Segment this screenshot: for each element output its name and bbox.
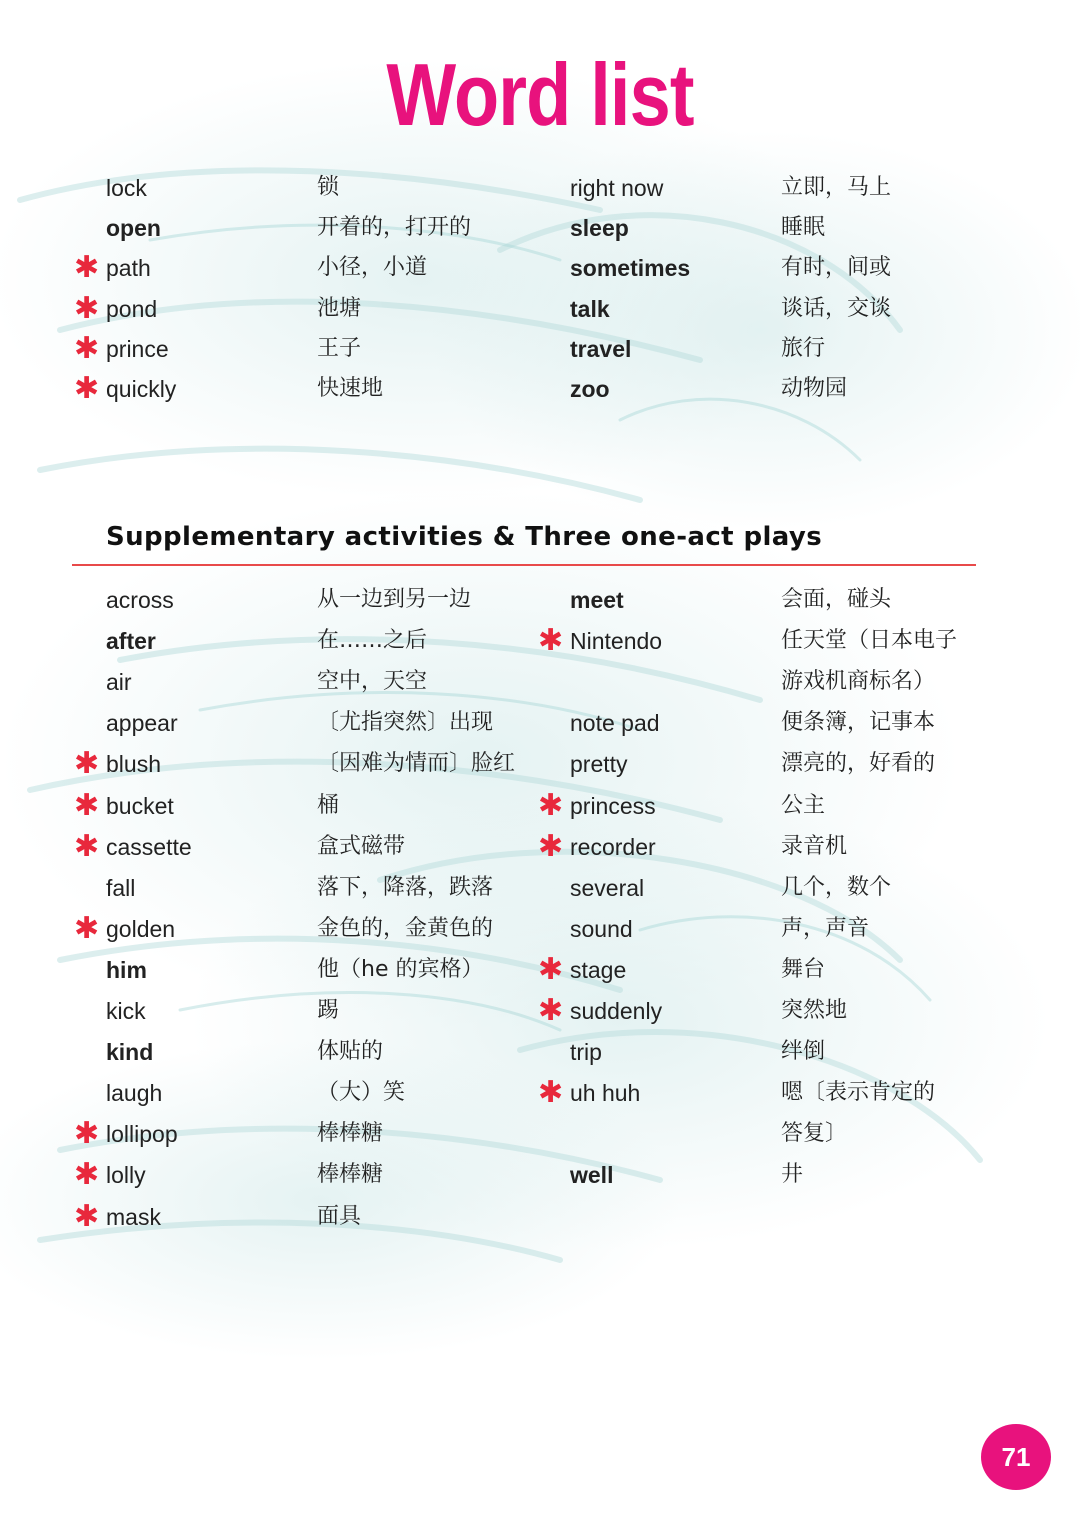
word-row bbox=[0, 744, 1080, 784]
english-word: prince bbox=[106, 335, 169, 362]
chinese-meaning: 王子 bbox=[317, 335, 362, 361]
english-word: air bbox=[106, 669, 132, 696]
chinese-meaning: 立即，马上 bbox=[781, 175, 892, 200]
chinese-meaning: 便条簿，记事本 bbox=[781, 710, 936, 736]
english-word: zoo bbox=[570, 376, 610, 402]
chinese-meaning: 面具 bbox=[317, 1203, 362, 1229]
word-row bbox=[0, 991, 1080, 1031]
chinese-meaning: 突然地 bbox=[781, 998, 848, 1023]
word-row bbox=[0, 950, 1080, 990]
english-word: well bbox=[570, 1162, 614, 1189]
chinese-meaning: 旅行 bbox=[781, 335, 826, 361]
chinese-meaning: 游戏机商标名） bbox=[781, 669, 936, 695]
english-word: stage bbox=[570, 956, 627, 983]
chinese-meaning: 会面，碰头 bbox=[781, 587, 892, 612]
chinese-meaning: 答复〕 bbox=[781, 1121, 848, 1147]
word-row bbox=[0, 909, 1080, 949]
section-divider bbox=[72, 564, 976, 566]
english-word: travel bbox=[570, 335, 632, 362]
english-word: golden bbox=[106, 915, 176, 942]
english-word: kind bbox=[106, 1039, 154, 1066]
word-row bbox=[0, 329, 1080, 369]
word-row bbox=[0, 703, 1080, 743]
english-word: pond bbox=[106, 295, 158, 322]
chinese-meaning: 锁 bbox=[317, 175, 340, 200]
star-icon: ✱ bbox=[538, 828, 564, 864]
chinese-meaning: 体贴的 bbox=[317, 1039, 384, 1065]
page-title: Word list bbox=[386, 45, 694, 144]
english-word: blush bbox=[106, 751, 161, 778]
word-row bbox=[0, 786, 1080, 826]
english-word: recorder bbox=[570, 833, 656, 860]
word-row bbox=[0, 621, 1080, 661]
star-icon: ✱ bbox=[74, 1116, 100, 1152]
chinese-meaning: 任天堂（日本电子 bbox=[781, 628, 958, 654]
chinese-meaning: 他（he 的宾格） bbox=[317, 956, 484, 982]
star-icon: ✱ bbox=[538, 993, 564, 1028]
chinese-meaning: 录音机 bbox=[781, 833, 848, 859]
english-word: talk bbox=[570, 295, 610, 322]
star-icon: ✱ bbox=[74, 371, 100, 406]
english-word: sleep bbox=[570, 215, 629, 242]
chinese-meaning: 井 bbox=[781, 1162, 804, 1188]
english-word: Nintendo bbox=[570, 628, 663, 655]
word-row bbox=[0, 208, 1080, 248]
english-word: him bbox=[106, 956, 147, 983]
word-row bbox=[0, 580, 1080, 620]
english-word: uh huh bbox=[570, 1080, 641, 1107]
english-word: meet bbox=[570, 587, 624, 613]
chinese-meaning: 桶 bbox=[317, 792, 340, 818]
english-word: right now bbox=[570, 175, 664, 201]
star-icon: ✱ bbox=[538, 623, 564, 659]
chinese-meaning: 落下，降落，跌落 bbox=[317, 874, 494, 900]
chinese-meaning: 谈话，交谈 bbox=[781, 295, 892, 321]
word-row bbox=[0, 1032, 1080, 1072]
english-word: lock bbox=[106, 175, 147, 201]
chinese-meaning: 声，声音 bbox=[781, 915, 870, 941]
english-word: path bbox=[106, 255, 151, 282]
english-word: open bbox=[106, 215, 161, 242]
word-row bbox=[0, 1114, 1080, 1154]
section-heading: Supplementary activities & Three one-act plays bbox=[106, 522, 823, 552]
chinese-meaning: 快速地 bbox=[317, 376, 384, 401]
english-word: cassette bbox=[106, 833, 192, 860]
english-word: note pad bbox=[570, 710, 660, 737]
star-icon: ✱ bbox=[538, 1075, 564, 1111]
chinese-meaning: 舞台 bbox=[781, 956, 826, 982]
english-word: lolly bbox=[106, 1162, 146, 1189]
english-word: suddenly bbox=[570, 998, 663, 1024]
english-word: appear bbox=[106, 710, 178, 737]
english-word: laugh bbox=[106, 1080, 163, 1107]
page-number-badge: 71 bbox=[981, 1424, 1051, 1490]
chinese-meaning: 动物园 bbox=[781, 376, 848, 401]
english-word: bucket bbox=[106, 792, 174, 819]
english-word: sometimes bbox=[570, 255, 691, 282]
chinese-meaning: 池塘 bbox=[317, 295, 362, 321]
word-row bbox=[0, 827, 1080, 867]
star-icon: ✱ bbox=[74, 290, 100, 326]
word-row bbox=[0, 248, 1080, 288]
chinese-meaning: （大）笑 bbox=[317, 1080, 406, 1106]
chinese-meaning: 棒棒糖 bbox=[317, 1121, 384, 1147]
star-icon: ✱ bbox=[538, 787, 564, 823]
word-row bbox=[0, 868, 1080, 908]
chinese-meaning: 有时，间或 bbox=[781, 255, 892, 281]
english-word: across bbox=[106, 587, 174, 613]
word-row bbox=[0, 1073, 1080, 1113]
chinese-meaning: 踢 bbox=[317, 998, 340, 1023]
english-word: princess bbox=[570, 792, 656, 819]
chinese-meaning: 在……之后 bbox=[317, 628, 428, 654]
english-word: quickly bbox=[106, 376, 177, 402]
chinese-meaning: 从一边到另一边 bbox=[317, 587, 472, 612]
chinese-meaning: 开着的，打开的 bbox=[317, 215, 472, 241]
chinese-meaning: 公主 bbox=[781, 792, 826, 818]
chinese-meaning: 嗯〔表示肯定的 bbox=[781, 1080, 936, 1106]
chinese-meaning: 盒式磁带 bbox=[317, 833, 406, 859]
english-word: kick bbox=[106, 998, 146, 1024]
english-word: trip bbox=[570, 1039, 602, 1066]
star-icon: ✱ bbox=[74, 330, 100, 366]
word-row bbox=[0, 1197, 1080, 1237]
word-row bbox=[0, 369, 1080, 409]
star-icon: ✱ bbox=[538, 951, 564, 987]
star-icon: ✱ bbox=[74, 910, 100, 946]
english-word: lollipop bbox=[106, 1121, 178, 1148]
chinese-meaning: 小径，小道 bbox=[317, 255, 428, 281]
chinese-meaning: 金色的，金黄色的 bbox=[317, 915, 494, 941]
chinese-meaning: 漂亮的，好看的 bbox=[781, 751, 936, 777]
english-word: mask bbox=[106, 1203, 161, 1230]
chinese-meaning: 〔尤指突然〕出现 bbox=[317, 710, 494, 736]
word-row bbox=[0, 1155, 1080, 1195]
english-word: after bbox=[106, 628, 156, 655]
chinese-meaning: 几个，数个 bbox=[781, 874, 892, 900]
chinese-meaning: 睡眠 bbox=[781, 215, 826, 241]
chinese-meaning: 空中，天空 bbox=[317, 669, 428, 695]
english-word: several bbox=[570, 874, 645, 901]
star-icon: ✱ bbox=[74, 746, 100, 782]
star-icon: ✱ bbox=[74, 250, 100, 286]
english-word: pretty bbox=[570, 751, 628, 778]
word-row bbox=[0, 168, 1080, 208]
chinese-meaning: 绊倒 bbox=[781, 1039, 826, 1065]
chinese-meaning: 棒棒糖 bbox=[317, 1162, 384, 1188]
english-word: sound bbox=[570, 915, 633, 942]
word-row bbox=[0, 662, 1080, 702]
word-row bbox=[0, 289, 1080, 329]
star-icon: ✱ bbox=[74, 828, 100, 864]
english-word: fall bbox=[106, 874, 136, 901]
star-icon: ✱ bbox=[74, 1198, 100, 1234]
chinese-meaning: 〔因难为情而〕脸红 bbox=[317, 751, 516, 777]
star-icon: ✱ bbox=[74, 787, 100, 823]
star-icon: ✱ bbox=[74, 1157, 100, 1193]
